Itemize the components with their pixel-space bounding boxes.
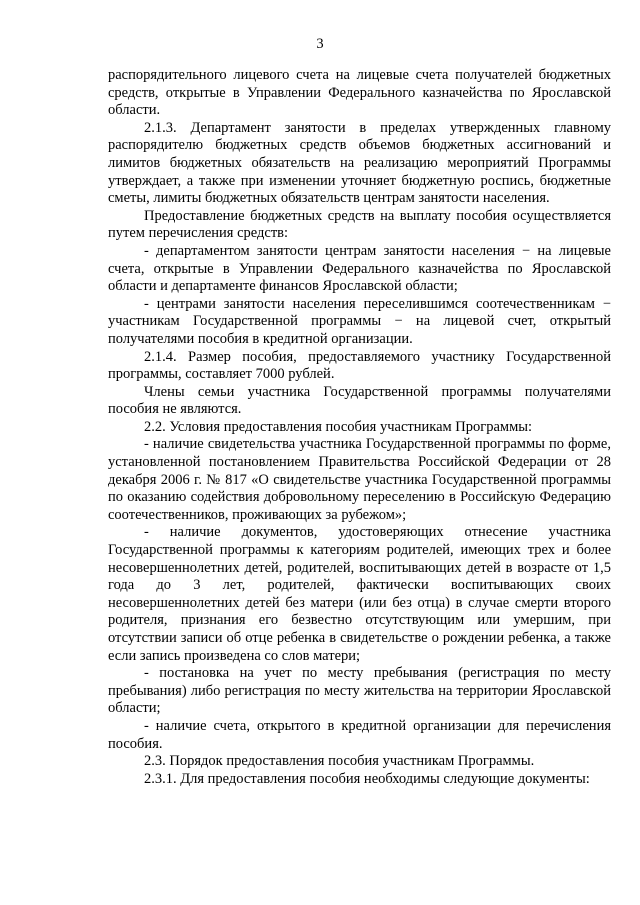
- paragraph: распорядительного лицевого счета на лицевые счета получателей бюджетных средств, открытые в Управлении Федерального казначейства по Ярославской области.: [108, 67, 611, 119]
- paragraph: 2.3. Порядок предоставления пособия участникам Программы.: [144, 753, 535, 770]
- paragraph: Члены семьи участника Государственной программы получателями пособия не являются.: [108, 383, 611, 418]
- paragraph: - наличие свидетельства участника Государственной программы по форме, установленной постановлением Правительства Российской Федерации от 28 декабря 2006 г. № 817 «О свидетельстве участника Государственной программы по оказанию содействия добровольному переселению в Российскую Федерацию соотечественников, проживающих за рубежом»;: [108, 436, 611, 523]
- paragraph: 2.1.4. Размер пособия, предоставляемого участнику Государственной программы, составляет 7000 рублей.: [108, 348, 611, 383]
- paragraph: Предоставление бюджетных средств на выплату пособия осуществляется путем перечисления средств:: [108, 207, 611, 242]
- paragraph: - постановка на учет по месту пребывания (регистрация по месту пребывания) либо регистрация по месту жительства на территории Ярославской области;: [108, 665, 611, 717]
- page-number: 3: [316, 36, 324, 52]
- paragraph: - центрами занятости населения переселившимся соотечественникам − участникам Государственной программы − на лицевой счет, открытый получателями пособия в кредитной организации.: [108, 295, 611, 347]
- paragraph: 2.2. Условия предоставления пособия участникам Программы:: [144, 418, 533, 435]
- paragraph: - наличие документов, удостоверяющих отнесение участника Государственной программы к категориям родителей, имеющих трех и более несовершеннолетних детей, родителей, воспитывающих детей в возрасте от 1,5 года до 3 лет, родителей, фактически воспитывающих своих несовершеннолетних детей без матери (или без отца) в случае смерти второго родителя, признания его безвестно отсутствующим или умершим, при отсутствии записи об отце ребенка в свидетельстве о рождении ребенка, а также если запись произведена со слов матери;: [108, 524, 611, 664]
- paragraph: 2.3.1. Для предоставления пособия необходимы следующие документы:: [144, 770, 590, 787]
- document-body: [108, 67, 611, 788]
- paragraph: 2.1.3. Департамент занятости в пределах утвержденных главному распорядителю бюджетных средств объемов бюджетных ассигнований и лимитов бюджетных обязательств на реализацию мероприятий Программы утверждает, а также при изменении уточняет бюджетную роспись, бюджетные сметы, лимиты бюджетных обязательств центрам занятости населения.: [108, 119, 611, 207]
- paragraph: - наличие счета, открытого в кредитной организации для перечисления пособия.: [108, 717, 611, 752]
- paragraph: - департаментом занятости центрам занятости населения − на лицевые счета, открытые в Управлении Федерального казначейства по Ярославской области и департаменте финансов Ярославской области;: [108, 242, 611, 295]
